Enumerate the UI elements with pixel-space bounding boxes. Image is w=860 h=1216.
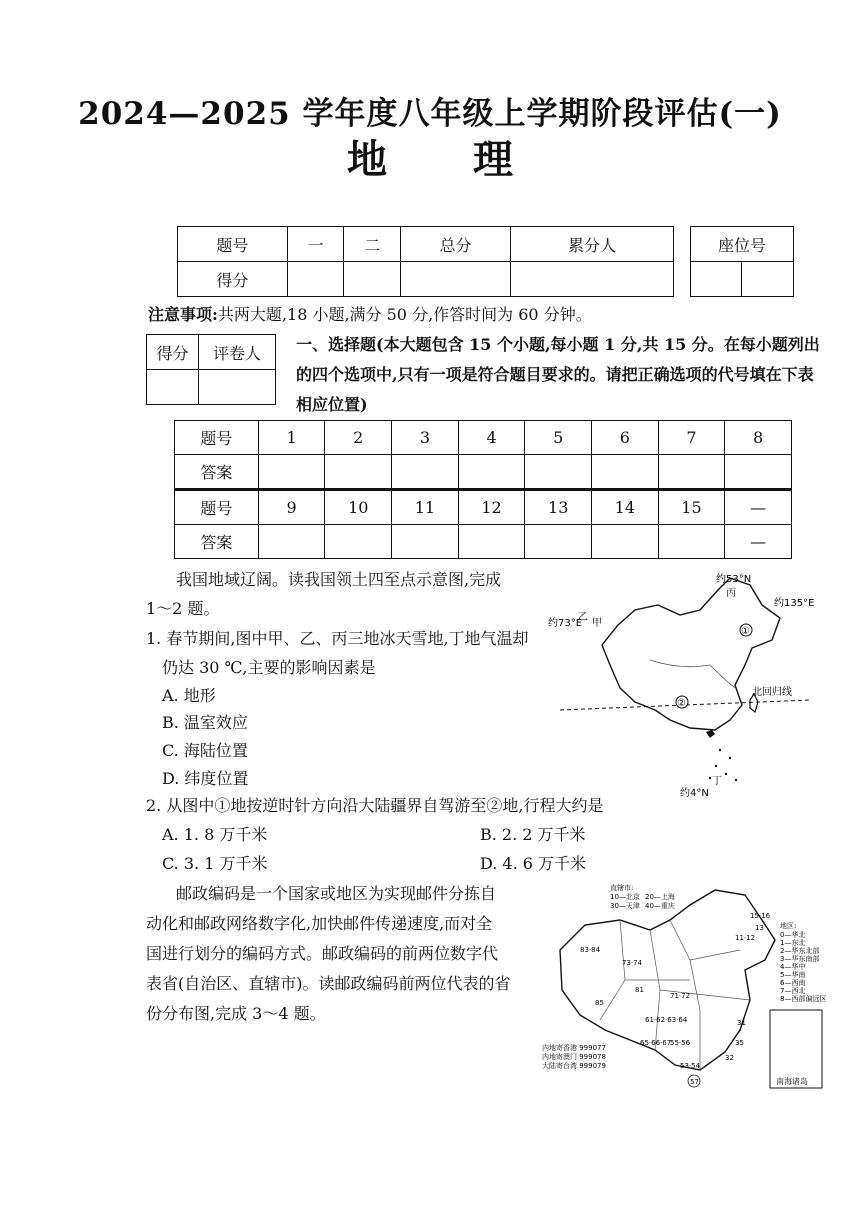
answer-cell[interactable]	[658, 525, 725, 559]
grader-table	[146, 334, 276, 405]
answer-cell[interactable]	[458, 525, 525, 559]
region-1: 1—东北	[780, 939, 806, 947]
q1-option-a[interactable]: A. 地形	[162, 686, 216, 705]
q2-stem: 2. 从图中①地按逆时针方向沿大陆疆界自驾游至②地,行程大约是	[146, 796, 604, 815]
q2-option-d[interactable]: D. 4. 6 万千米	[480, 854, 587, 873]
answer-cell[interactable]	[525, 525, 592, 559]
code-label: 11·12	[735, 934, 756, 942]
special-hk: 内地寄香港 999077	[542, 1044, 606, 1052]
label-n53: 约53°N	[716, 574, 752, 585]
q2-option-c[interactable]: C. 3. 1 万千米	[162, 854, 268, 873]
notice-text: 共两大题,18 小题,满分 50 分,作答时间为 60 分钟。	[217, 305, 592, 324]
score-col-header: 累分人	[510, 227, 673, 262]
q2-option-a[interactable]: A. 1. 8 万千米	[162, 825, 268, 844]
answer-q-num: 15	[658, 490, 725, 525]
zhixia-bj: 10—北京	[610, 893, 640, 901]
code-label: 32	[725, 1054, 734, 1062]
answer-q-num: —	[725, 490, 792, 525]
score-col-header: 总分	[401, 227, 511, 262]
answer-cell-dash: —	[725, 525, 792, 559]
score-table	[177, 226, 674, 297]
answer-q-num: 14	[592, 490, 659, 525]
code-label: 71·72	[670, 992, 691, 1000]
zhixia-cq: 40—重庆	[645, 902, 675, 910]
label-yi: 乙	[578, 612, 588, 623]
score-cell[interactable]	[401, 262, 511, 297]
score-cell[interactable]	[287, 262, 344, 297]
postal-code-map	[540, 880, 830, 1095]
region-8: 8—西部偏远区	[780, 995, 827, 1003]
inner-river	[650, 660, 735, 688]
seat-cell[interactable]	[691, 262, 742, 297]
china-extreme-points-map	[540, 570, 830, 800]
intro1-line2: 1～2 题。	[146, 599, 220, 618]
intro2-line2: 动化和邮政网络数字化,加快邮件传递速度,而对全	[146, 914, 493, 933]
label-bing: 丙	[726, 588, 736, 599]
q1-option-c[interactable]: C. 海陆位置	[162, 741, 248, 760]
answer-cell[interactable]	[525, 455, 592, 490]
answer-cell[interactable]	[592, 525, 659, 559]
region-title: 地区:	[780, 922, 797, 930]
answer-a-label: 答案	[175, 455, 259, 490]
answer-q-num: 7	[658, 421, 725, 455]
answer-cell[interactable]	[258, 525, 325, 559]
label-n4: 约4°N	[680, 788, 709, 799]
q2-option-b[interactable]: B. 2. 2 万千米	[480, 825, 586, 844]
intro1-line1: 我国地域辽阔。读我国领土四至点示意图,完成	[176, 570, 502, 589]
zhixia-sh: 20—上海	[645, 893, 675, 901]
code-label: 13	[755, 924, 764, 932]
answer-cell[interactable]	[592, 455, 659, 490]
label-tropic: 北回归线	[752, 687, 792, 698]
code-label: 81	[635, 986, 644, 994]
q1-option-d[interactable]: D. 纬度位置	[162, 769, 249, 788]
q1-stem-line1: 1. 春节期间,图中甲、乙、丙三地冰天雪地,丁地气温却	[146, 629, 529, 648]
answer-q-label: 题号	[175, 490, 259, 525]
answer-q-num: 13	[525, 490, 592, 525]
q1-stem-line2: 仍达 30 ℃,主要的影响因素是	[162, 658, 376, 677]
seat-cell[interactable]	[742, 262, 794, 297]
answer-cell[interactable]	[725, 455, 792, 490]
answer-a-label: 答案	[175, 525, 259, 559]
region-3: 3—华东南部	[780, 955, 820, 963]
answer-table	[174, 420, 792, 559]
answer-q-num: 10	[325, 490, 392, 525]
region-5: 5—华南	[780, 971, 806, 979]
label-point-1: ①	[741, 626, 750, 637]
code-label: 35	[735, 1039, 744, 1047]
answer-q-num: 5	[525, 421, 592, 455]
notice	[148, 302, 592, 325]
code-label: 61·62·63·64	[645, 1016, 688, 1024]
grader-score-label: 得分	[147, 335, 199, 370]
code-label: 31	[737, 1019, 746, 1027]
seat-table	[690, 226, 794, 297]
answer-q-num: 1	[258, 421, 325, 455]
inset-label: 南海诸岛	[776, 1077, 808, 1086]
label-point-2: ②	[677, 698, 686, 709]
subject-title	[0, 128, 860, 185]
answer-q-num: 6	[592, 421, 659, 455]
answer-q-num: 8	[725, 421, 792, 455]
exam-title: 2024—2025 学年度八年级上学期阶段评估(一)	[78, 96, 782, 132]
region-7: 7—西北	[780, 987, 806, 995]
score-cell[interactable]	[344, 262, 401, 297]
seat-label: 座位号	[691, 227, 794, 262]
answer-cell[interactable]	[458, 455, 525, 490]
special-tw: 大陆寄台湾 999079	[542, 1062, 606, 1070]
score-cell[interactable]	[510, 262, 673, 297]
intro2-line3: 国进行划分的编码方式。邮政编码的前两位数字代	[146, 944, 499, 963]
score-col-header: 二	[344, 227, 401, 262]
answer-cell[interactable]	[325, 525, 392, 559]
subject-char-1: 地	[347, 136, 388, 183]
q1-option-b[interactable]: B. 温室效应	[162, 713, 248, 732]
code-label: 57	[690, 1078, 699, 1086]
intro2-line1: 邮政编码是一个国家或地区为实现邮件分拣自	[176, 884, 497, 903]
grader-name-cell[interactable]	[198, 370, 275, 405]
score-col-header: 一	[287, 227, 344, 262]
grader-name-label: 评卷人	[198, 335, 275, 370]
answer-cell[interactable]	[658, 455, 725, 490]
answer-q-num: 2	[325, 421, 392, 455]
zhixia-tj: 30—天津	[610, 902, 640, 910]
region-6: 6—西南	[780, 979, 806, 987]
code-label: 55·56	[670, 1039, 691, 1047]
answer-q-num: 9	[258, 490, 325, 525]
code-label: 85	[595, 999, 604, 1007]
code-label: 53·54	[680, 1062, 701, 1070]
label-jia: 甲	[592, 618, 602, 629]
intro2-line4: 表省(自治区、直辖市)。读邮政编码前两位代表的省	[146, 974, 511, 993]
answer-q-num: 12	[458, 490, 525, 525]
answer-q-label: 题号	[175, 421, 259, 455]
section1-heading: 一、选择题(本大题包含 15 个小题,每小题 1 分,共 15 分。在每小题列出的四个选项中,只有一项是符合题目要求的。请把正确选项的代号填在下表相应位置)	[296, 335, 820, 414]
answer-q-num: 11	[392, 490, 459, 525]
answer-cell[interactable]	[325, 455, 392, 490]
label-e135: 约135°E	[774, 598, 815, 609]
answer-q-num: 4	[458, 421, 525, 455]
answer-cell[interactable]	[392, 455, 459, 490]
answer-cell[interactable]	[258, 455, 325, 490]
score-col-header: 题号	[178, 227, 288, 262]
code-label: 15·16	[750, 912, 771, 920]
label-ding: 丁	[712, 776, 722, 787]
label-e73: 约73°E	[548, 618, 583, 629]
grader-score-cell[interactable]	[147, 370, 199, 405]
score-row-label: 得分	[178, 262, 288, 297]
china-outline	[602, 578, 780, 730]
subject-char-2: 理	[472, 136, 513, 183]
notice-label: 注意事项:	[148, 305, 218, 324]
answer-q-num: 3	[392, 421, 459, 455]
code-label: 73·74	[622, 959, 643, 967]
special-mo: 内地寄澳门 999078	[542, 1053, 606, 1061]
code-label: 65·66·67	[640, 1039, 672, 1047]
region-0: 0—华北	[780, 931, 806, 939]
code-label: 83·84	[580, 946, 601, 954]
zhixia-title: 直辖市:	[610, 884, 634, 892]
hainan-island	[706, 730, 715, 738]
region-2: 2—华东北部	[780, 947, 820, 955]
answer-cell[interactable]	[392, 525, 459, 559]
intro2-line5: 份分布图,完成 3～4 题。	[146, 1004, 326, 1023]
region-4: 4—华中	[780, 963, 806, 971]
